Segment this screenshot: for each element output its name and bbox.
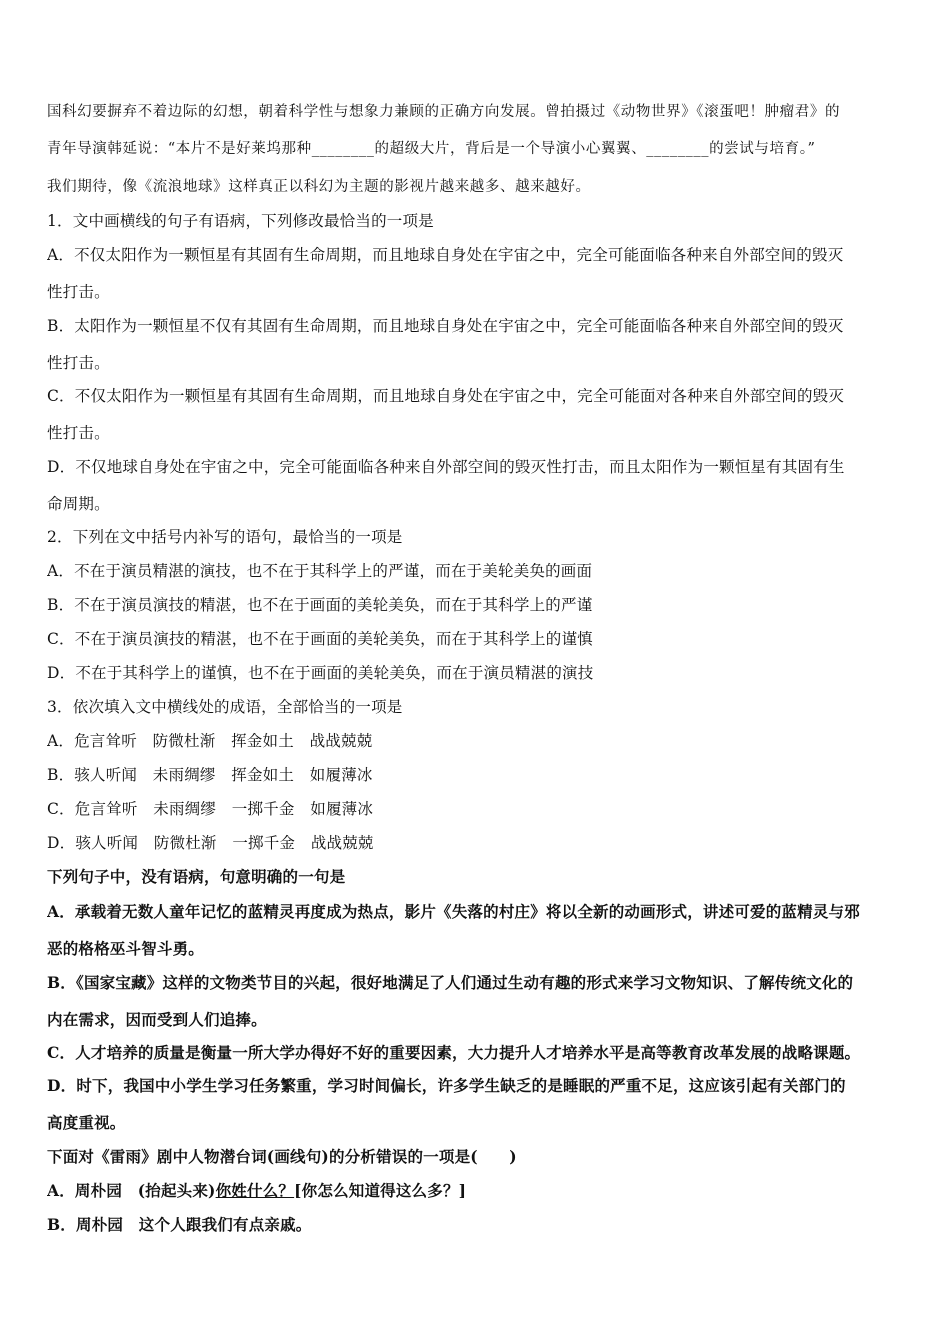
question-4-stem: 下列句子中，没有语病，句意明确的一句是 [47, 867, 346, 886]
question-2-option-d: D．不在于其科学上的谨慎，也不在于画面的美轮美奂，而在于演员精湛的演技 [47, 664, 594, 682]
question-2-option-c: C．不在于演员演技的精湛，也不在于画面的美轮美奂，而在于其科学上的谨慎 [47, 630, 593, 648]
question-4-option-c: C．人才培养的质量是衡量一所大学办得好不好的重要因素，大力提升人才培养水平是高等教育改革发展的战略课题。 [47, 1043, 861, 1062]
question-1-option-c-continued: 性打击。 [47, 424, 110, 442]
question-1-stem: 1．文中画横线的句子有语病，下列修改最恰当的一项是 [47, 212, 434, 230]
question-4-option-a-continued: 恶的格格巫斗智斗勇。 [47, 939, 205, 958]
question-1-option-b: B．太阳作为一颗恒星不仅有其固有生命周期，而且地球自身处在宇宙之中，完全可能面临各种来自外部空间的毁灭 [47, 317, 844, 335]
question-1-option-d: D．不仅地球自身处在宇宙之中，完全可能面临各种来自外部空间的毁灭性打击，而且太阳作为一颗恒星有其固有生 [47, 458, 845, 476]
question-1-option-a: A．不仅太阳作为一颗恒星有其固有生命周期，而且地球自身处在宇宙之中，完全可能面临各种来自外部空间的毁灭 [47, 246, 844, 264]
question-4-option-b-continued: 内在需求，因而受到人们追捧。 [47, 1010, 267, 1029]
question-3-option-c: C．危言耸听 未雨绸缪 一掷千金 如履薄冰 [47, 800, 374, 818]
question-4-option-d-continued: 高度重视。 [47, 1113, 126, 1132]
question-5-option-a [47, 1181, 907, 1201]
question-2-option-a: A．不在于演员精湛的演技，也不在于其科学上的严谨，而在于美轮美奂的画面 [47, 562, 593, 580]
question-1-option-c: C．不仅太阳作为一颗恒星有其固有生命周期，而且地球自身处在宇宙之中，完全可能面对各种来自外部空间的毁灭 [47, 387, 845, 405]
question-5-stem: 下面对《雷雨》剧中人物潜台词(画线句)的分析错误的一项是( ) [47, 1147, 517, 1166]
passage-line-1: 国科幻要摒弃不着边际的幻想，朝着科学性与想象力兼顾的正确方向发展。曾拍摄过《动物世界》《滚蛋吧！肿瘤君》的 [47, 104, 841, 120]
question-5-option-a-prefix: A．周朴园 (抬起头来) [47, 1181, 216, 1200]
question-3-option-a: A．危言耸听 防微杜渐 挥金如土 战战兢兢 [47, 732, 373, 750]
question-5-option-b: B．周朴园 这个人跟我们有点亲戚。 [47, 1215, 312, 1234]
question-4-option-b: B．《国家宝藏》这样的文物类节目的兴起，很好地满足了人们通过生动有趣的形式来学习文物知识、了解传统文化的 [47, 973, 854, 992]
passage-line-3: 我们期待，像《流浪地球》这样真正以科幻为主题的影视片越来越多、越来越好。 [47, 179, 591, 195]
question-1-option-d-continued: 命周期。 [47, 495, 110, 513]
question-3-option-b: B．骇人听闻 未雨绸缪 挥金如土 如履薄冰 [47, 766, 373, 784]
question-2-option-b: B．不在于演员演技的精湛，也不在于画面的美轮美奂，而在于其科学上的严谨 [47, 596, 593, 614]
question-1-option-a-continued: 性打击。 [47, 283, 110, 301]
question-3-option-d: D．骇人听闻 防微杜渐 一掷千金 战战兢兢 [47, 834, 374, 852]
question-4-option-a: A．承载着无数人童年记忆的蓝精灵再度成为热点，影片《失落的村庄》将以全新的动画形式，讲述可爱的蓝精灵与邪 [47, 902, 860, 921]
question-2-stem: 2．下列在文中括号内补写的语句，最恰当的一项是 [47, 528, 403, 546]
question-5-underlined-line: 你姓什么？ [215, 1181, 295, 1200]
question-1-option-b-continued: 性打击。 [47, 354, 110, 372]
question-5-option-a-suffix: [你怎么知道得这么多？] [294, 1181, 467, 1200]
question-4-option-d: D．时下，我国中小学生学习任务繁重，学习时间偏长，许多学生缺乏的是睡眠的严重不足，这应该引起有关部门的 [47, 1076, 846, 1095]
passage-line-2: 青年导演韩延说：“本片不是好莱坞那种________的超级大片，背后是一个导演小心翼翼、________的尝试与培育。” [47, 141, 816, 157]
question-3-stem: 3．依次填入文中横线处的成语，全部恰当的一项是 [47, 698, 403, 716]
